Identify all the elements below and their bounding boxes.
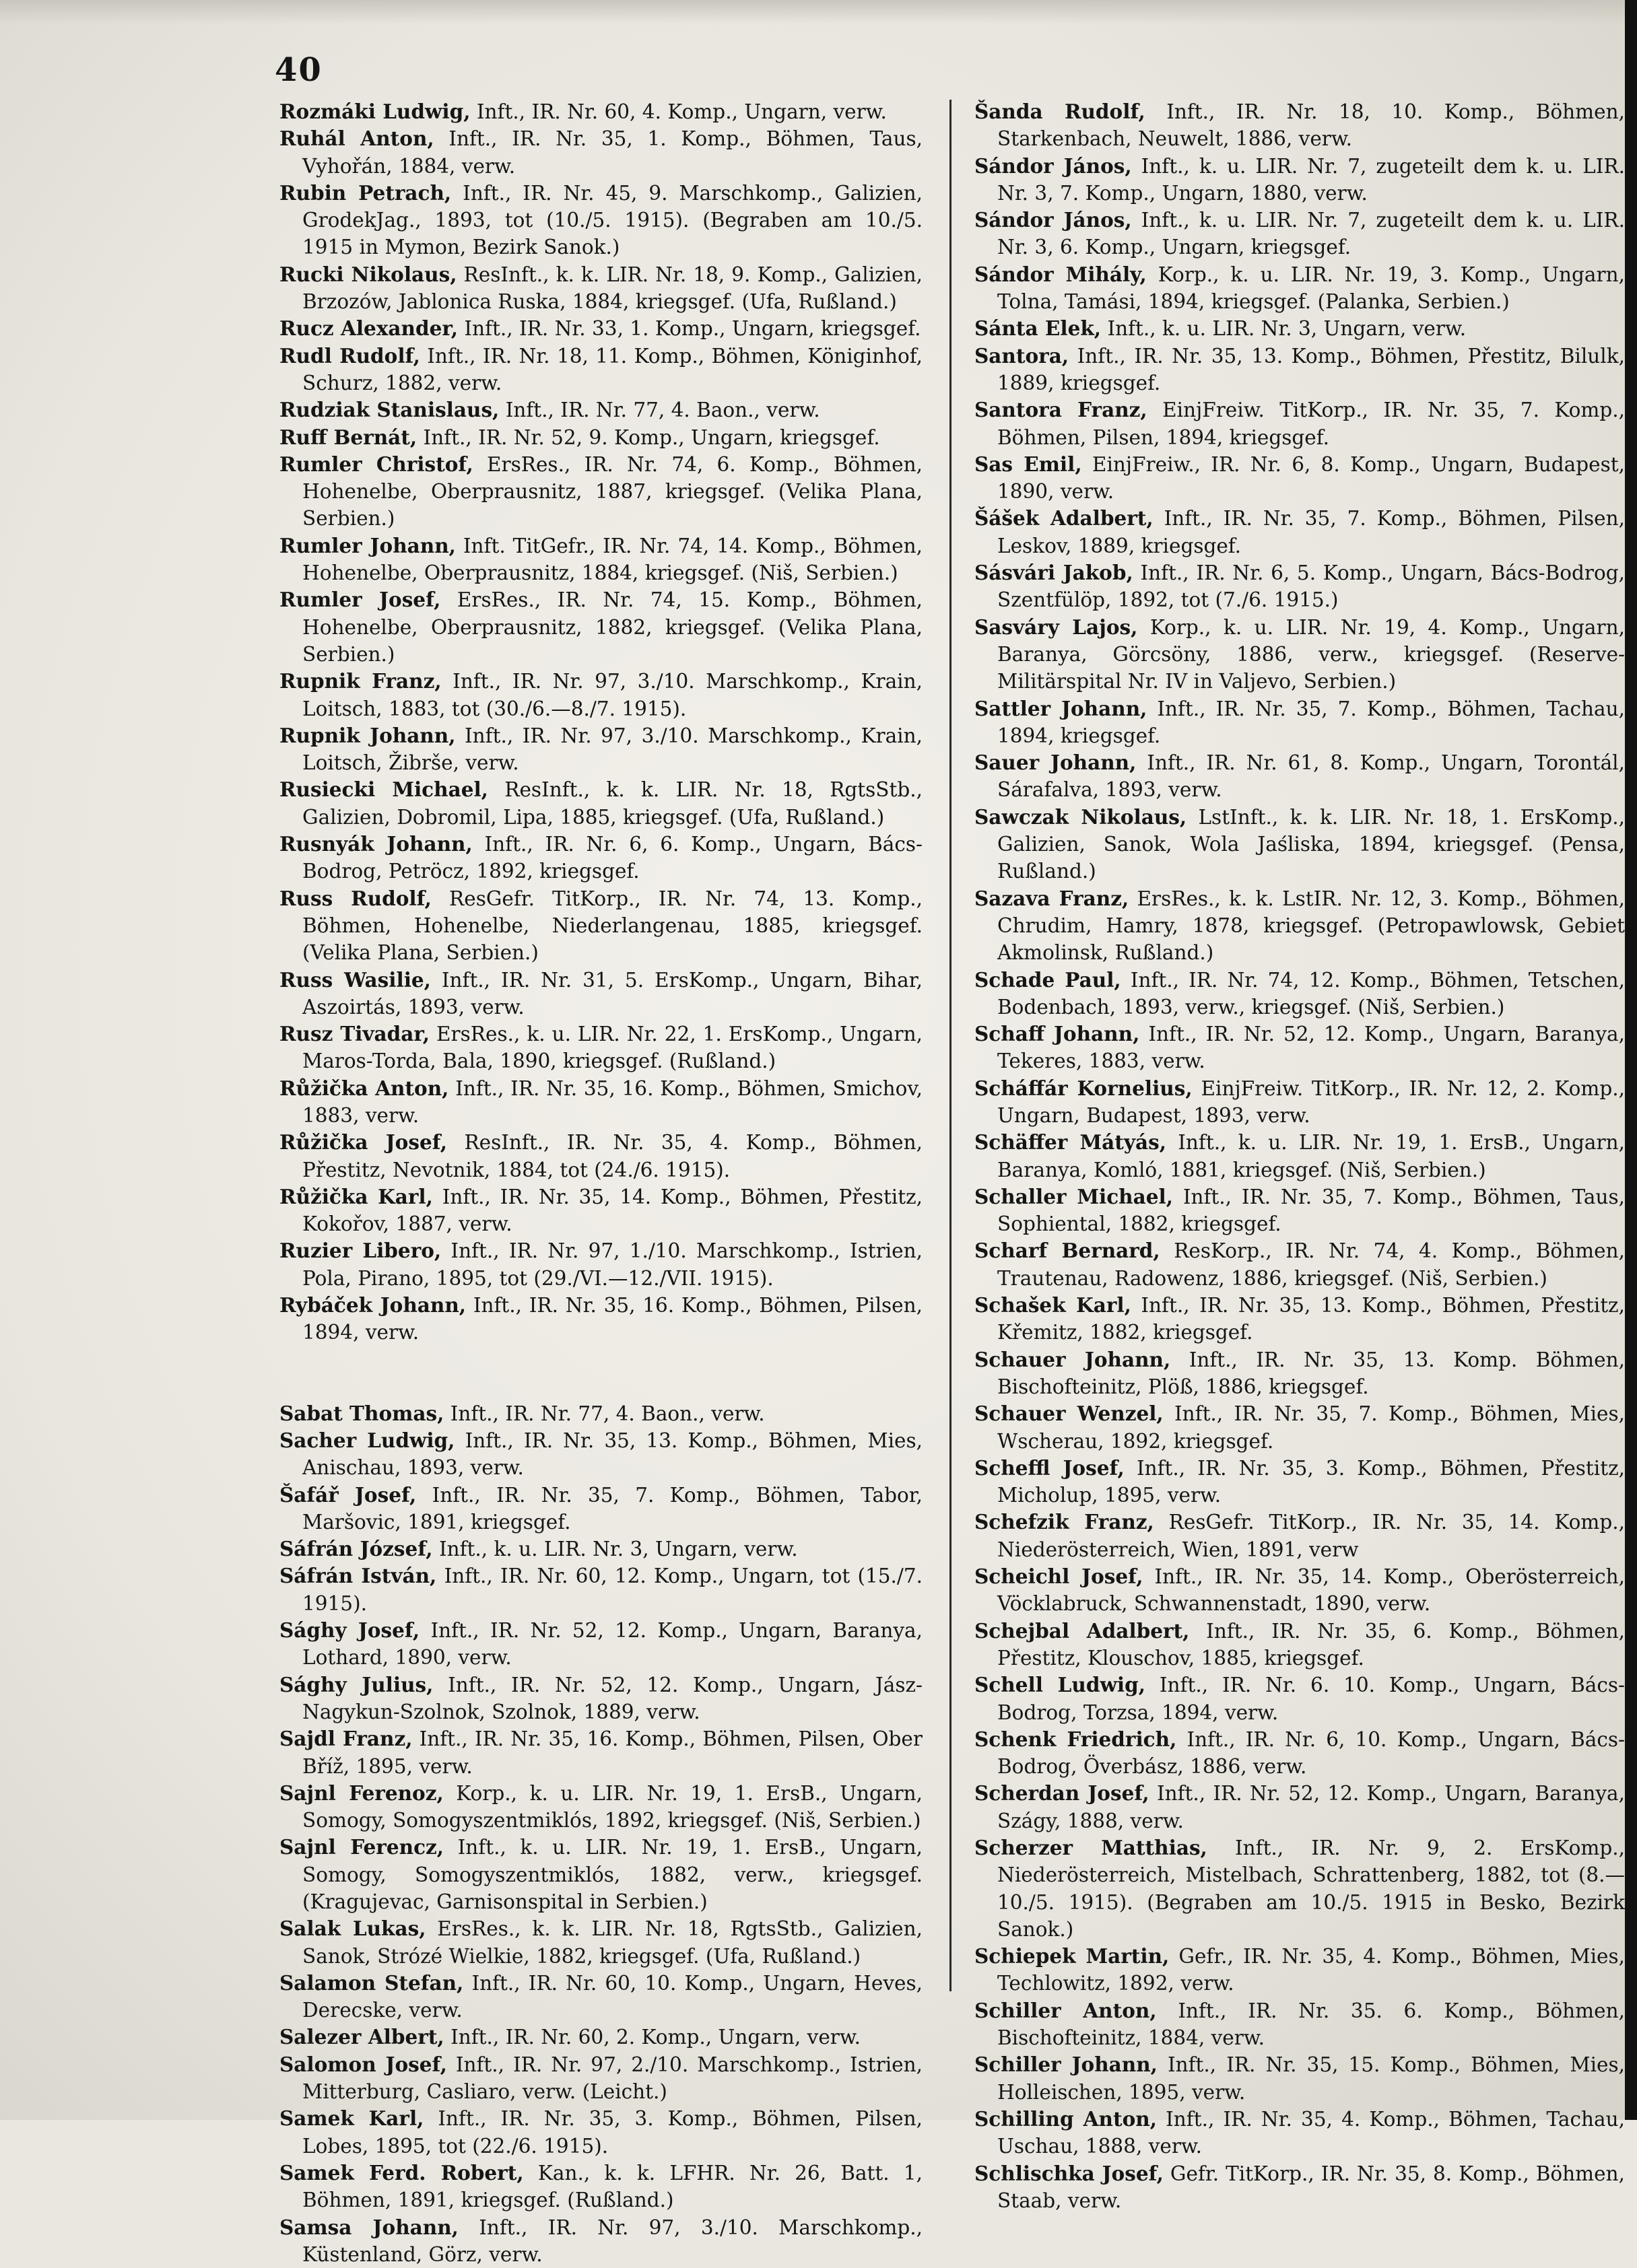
entry-name: Sánta Elek, [974,316,1102,341]
casualty-entry [279,532,923,587]
entry-details: Inft., IR. Nr. 35, 1. Komp., Böhmen, Taus, Vyhořán, 1884, verw. [302,127,923,178]
entry-details: ResInft., IR. Nr. 35, 4. Komp., Böhmen, Přestitz, Nevotnik, 1884, tot (24./6. 1915). [302,1131,923,1181]
casualty-entry [974,1075,1625,1130]
entry-details: Inft., IR. Nr. 35, 14. Komp., Böhmen, Přestitz, Kokořov, 1887, verw. [302,1185,923,1236]
casualty-entry [974,614,1625,695]
entry-name: Sándor Mihály, [974,262,1147,286]
casualty-entry [974,98,1625,153]
casualty-entry [279,1780,923,1834]
entry-details: Gefr., IR. Nr. 35, 4. Komp., Böhmen, Mies, Techlowitz, 1892, verw. [997,1945,1625,1995]
casualty-entry [974,1943,1625,1997]
casualty-entry [279,2160,923,2214]
casualty-entry [974,967,1625,1021]
entry-name: Růžička Josef, [279,1130,448,1155]
entry-details: Inft., IR. Nr. 77, 4. Baon., verw. [505,399,820,422]
entry-details: Inft., IR. Nr. 60, 10. Komp., Ungarn, Heves, Derecske, verw. [302,1971,923,2022]
entry-details: EinjFreiw. TitKorp., IR. Nr. 35, 7. Komp., Böhmen, Pilsen, 1894, kriegsgef. [997,399,1625,449]
entry-details: ResGefr. TitKorp., IR. Nr. 74, 13. Komp., Böhmen, Hohenelbe, Niederlangenau, 1885, kriegsgef. (Velika Plana, Serbien.) [302,887,923,965]
entry-details: Inft., IR. Nr. 35, 6. Komp., Böhmen, Přestitz, Klouschov, 1885, kriegsgef. [997,1619,1625,1670]
entry-name: Rusnyák Johann, [279,832,473,856]
entry-name: Sas Emil, [974,452,1082,476]
entry-name: Santora, [974,343,1069,368]
entry-details: Inft., IR. Nr. 35, 16. Komp., Böhmen, Pilsen, 1894, verw. [302,1294,923,1344]
entry-details: ErsRes., k. k. LIR. Nr. 18, RgtsStb., Galizien, Sanok, Strózé Wielkie, 1882, kriegsgef. (Ufa, Rußland.) [302,1917,923,1968]
entry-details: Inft., IR. Nr. 52, 12. Komp., Ungarn, Baranya, Lothard, 1890, verw. [302,1619,923,1670]
entry-details: Inft., IR. Nr. 35, 13. Komp., Böhmen, Přestitz, Bilulk, 1889, kriegsgef. [997,344,1625,394]
entry-details: Inft., IR. Nr. 52, 12. Komp., Ungarn, Baranya, Tekeres, 1883, verw. [997,1023,1625,1073]
entry-name: Schlischka Josef, [974,2161,1164,2185]
casualty-entry [974,1618,1625,1672]
entry-name: Sásvári Jakob, [974,561,1133,585]
casualty-entry [974,1455,1625,1509]
entry-details: Inft., IR. Nr. 35, 7. Komp., Böhmen, Tachau, 1894, kriegsgef. [997,697,1625,747]
entry-name: Sáfrán István, [279,1564,437,1588]
entry-details: Inft., IR. Nr. 6, 6. Komp., Ungarn, Bács-Bodrog, Petröcz, 1892, kriegsgef. [302,833,923,883]
entry-name: Schejbal Adalbert, [974,1618,1190,1643]
entry-name: Salomon Josef, [279,2052,447,2076]
casualty-entry [974,2051,1625,2106]
entry-name: Scherzer Matthias, [974,1836,1207,1859]
casualty-entry [279,1834,923,1915]
entry-name: Russ Wasilie, [279,967,431,992]
entry-details: Inft., IR. Nr. 35, 13. Komp., Böhmen, Přestitz, Křemitz, 1882, kriegsgef. [997,1294,1625,1344]
entry-details: Inft. TitGefr., IR. Nr. 74, 14. Komp., Böhmen, Hohenelbe, Oberprausnitz, 1884, kriegsgef. (Niš, Serbien.) [302,534,923,585]
entry-name: Schaller Michael, [974,1184,1173,1208]
entry-details: ResGefr. TitKorp., IR. Nr. 35, 14. Komp., Niederösterreich, Wien, 1891, verw [997,1511,1625,1561]
casualty-entry [279,1075,923,1130]
entry-name: Rupnik Johann, [279,723,456,747]
column-divider [949,100,951,1991]
entry-name: Rucki Nikolaus, [279,262,457,286]
casualty-entry [974,2106,1625,2160]
entry-name: Rucz Alexander, [279,316,459,341]
casualty-entry [279,2105,923,2160]
entry-name: Santora Franz, [974,398,1147,422]
entry-details: Inft., k. u. LIR. Nr. 3, Ungarn, verw. [438,1538,798,1561]
entry-name: Sasváry Lajos, [974,615,1138,639]
entry-details: Inft., IR. Nr. 97, 1./10. Marschkomp., Istrien, Pola, Pirano, 1895, tot (29./VI.—12./VII. 1915). [302,1239,923,1290]
entry-name: Rusiecki Michael, [279,778,488,802]
casualty-entry [279,2214,923,2268]
entry-name: Sacher Ludwig, [279,1428,455,1452]
entry-details: Inft., IR. Nr. 45, 9. Marschkomp., Galizien, GrodekJag., 1893, tot (10./5. 1915). (Begraben am 10./5. 1915 in Mymon, Bezirk Sanok.) [302,181,923,259]
entry-details: Inft., IR. Nr. 35, 3. Komp., Böhmen, Pilsen, Lobes, 1895, tot (22./6. 1915). [302,2107,923,2158]
entry-details: Inft., IR. Nr. 52, 12. Komp., Ungarn, Baranya, Szágy, 1888, verw. [997,1782,1625,1832]
casualty-entry [279,1617,923,1672]
scan-edge-dark [1625,0,1637,2120]
casualty-entry [279,1292,923,1346]
entry-name: Rudl Rudolf, [279,343,420,368]
casualty-entry [974,505,1625,559]
entry-details: Inft., IR. Nr. 97, 3./10. Marschkomp., Krain, Loitsch, Žibrše, verw. [302,724,923,775]
casualty-entry [279,1970,923,2024]
entry-details: EinjFreiw. TitKorp., IR. Nr. 12, 2. Komp., Ungarn, Budapest, 1893, verw. [997,1076,1625,1127]
casualty-entry [279,668,923,722]
entry-details: Inft., k. u. LIR. Nr. 7, zugeteilt dem k. u. LIR. Nr. 3, 7. Komp., Ungarn, 1880, verw. [997,154,1625,205]
casualty-entry [974,1292,1625,1346]
entry-details: Inft., IR. Nr. 60, 12. Komp., Ungarn, tot (15./7. 1915). [302,1565,923,1615]
entry-name: Sattler Johann, [974,696,1147,720]
entry-name: Scharf Bernard, [974,1239,1160,1263]
casualty-entry [974,261,1625,316]
entry-details: Inft., IR. Nr. 35, 4. Komp., Böhmen, Tachau, Uschau, 1888, verw. [997,2107,1625,2158]
casualty-entry [279,1237,923,1292]
entry-name: Šanda Rudolf, [974,100,1145,123]
entry-name: Schaff Johann, [974,1022,1140,1046]
casualty-entry [279,722,923,777]
entry-details: Inft., IR. Nr. 77, 4. Baon., verw. [450,1402,765,1425]
entry-name: Rumler Christof, [279,452,473,476]
entry-name: Scháffár Kornelius, [974,1076,1193,1100]
casualty-entry [279,261,923,316]
casualty-entry [279,451,923,532]
entry-name: Sajdl Franz, [279,1727,413,1751]
entry-name: Schade Paul, [974,967,1121,992]
entry-details: Inft., IR. Nr. 97, 2./10. Marschkomp., Istrien, Mitterburg, Casliaro, verw. (Leicht.) [302,2053,923,2104]
entry-name: Schenk Friedrich, [974,1727,1177,1751]
casualty-entry [279,1400,923,1427]
entry-name: Sawczak Nikolaus, [974,804,1187,829]
casualty-entry [974,1780,1625,1834]
entry-name: Růžička Karl, [279,1184,433,1208]
entry-details: Inft., IR. Nr. 97, 3./10. Marschkomp., Krain, Loitsch, 1883, tot (30./6.—8./7. 1915). [302,670,923,720]
entry-name: Sándor János, [974,208,1132,232]
casualty-entry [279,1672,923,1726]
entry-details: LstInft., k. k. LIR. Nr. 18, 1. ErsKomp., Galizien, Sanok, Wola Jaśliska, 1894, kriegsgef. (Pensa, Rußland.) [997,805,1625,883]
casualty-entry [974,153,1625,207]
entry-details: Inft., IR. Nr. 33, 1. Komp., Ungarn, kriegsgef. [464,317,921,341]
entry-details: Inft., IR. Nr. 35, 16. Komp., Böhmen, Pilsen, Ober Bříž, 1895, verw. [302,1727,923,1778]
entry-name: Scherdan Josef, [974,1781,1149,1806]
casualty-entry [279,2024,923,2051]
entry-name: Russ Rudolf, [279,886,432,910]
casualty-entry [974,1509,1625,1563]
entry-name: Schiepek Martin, [974,1944,1170,1968]
entry-details: Kan., k. k. LFHR. Nr. 26, Batt. 1, Böhmen, 1891, kriegsgef. (Rußland.) [302,2161,923,2212]
casualty-entry [279,1482,923,1536]
casualty-entry [974,2160,1625,2215]
entry-name: Samsa Johann, [279,2215,459,2239]
entry-name: Ruff Bernát, [279,425,417,449]
page-number: 40 [275,51,323,89]
casualty-entry [279,98,923,125]
entry-name: Schauer Johann, [974,1347,1171,1371]
entry-name: Sághy Julius, [279,1672,434,1696]
right-column [974,98,1625,2214]
entry-details: Inft., k. u. LIR. Nr. 3, Ungarn, verw. [1107,317,1467,341]
entry-details: ErsRes., k. k. LstIR. Nr. 12, 3. Komp., Böhmen, Chrudim, Hamry, 1878, kriegsgef. (Petropawlowsk, Gebiet Akmolinsk, Rußland.) [997,887,1625,965]
entry-details: Korp., k. u. LIR. Nr. 19, 1. ErsB., Ungarn, Somogy, Somogyszentmiklós, 1892, kriegsgef. (Niš, Serbien.) [302,1781,923,1832]
entry-name: Rumler Josef, [279,588,441,612]
entry-details: Inft., IR. Nr. 35, 7. Komp., Böhmen, Mies, Wscherau, 1892, kriegsgef. [997,1402,1625,1453]
entry-name: Schefzik Franz, [974,1510,1154,1534]
casualty-entry [974,397,1625,451]
casualty-entry [279,1427,923,1482]
casualty-entry [279,586,923,668]
entry-name: Šášek Adalbert, [974,506,1154,530]
entry-name: Schell Ludwig, [974,1673,1145,1697]
entry-details: Inft., IR. Nr. 31, 5. ErsKomp., Ungarn, Bihar, Aszoirtás, 1893, verw. [302,968,923,1019]
entry-details: Inft., k. u. LIR. Nr. 19, 1. ErsB., Ungarn, Somogy, Somogyszentmiklós, 1882, verw., kriegsgef. (Kragujevac, Garnisonspital in Serbien.) [302,1836,923,1913]
entry-name: Rumler Johann, [279,533,456,557]
entry-name: Rybáček Johann, [279,1293,467,1317]
entry-details: ErsRes., IR. Nr. 74, 15. Komp., Böhmen, Hohenelbe, Oberprausnitz, 1882, kriegsgef. (Velika Plana, Serbien.) [302,588,923,666]
entry-details: Inft., IR. Nr. 35. 6. Komp., Böhmen, Bischofteinitz, 1884, verw. [997,1999,1625,2050]
casualty-entry [279,1129,923,1183]
entry-name: Schašek Karl, [974,1293,1131,1317]
entry-details: Inft., IR. Nr. 6, 10. Komp., Ungarn, Bács-Bodrog, Överbász, 1886, verw. [997,1727,1625,1779]
left-column [279,98,923,2268]
casualty-entry [974,1183,1625,1238]
entry-details: Inft., IR. Nr. 9, 2. ErsKomp., Niederösterreich, Mistelbach, Schrattenberg, 1882, tot (8.—10./5. 1915). (Begraben am 10./5. 1915 in Besko, Bezirk Sanok.) [997,1836,1625,1941]
entry-name: Sazava Franz, [974,886,1129,910]
entry-name: Sabat Thomas, [279,1401,444,1425]
entry-name: Ruzier Libero, [279,1239,442,1263]
entry-name: Sáfrán József, [279,1537,433,1561]
casualty-entry [974,1400,1625,1455]
entry-details: Inft., IR. Nr. 35, 7. Komp., Böhmen, Taus, Sophiental, 1882, kriegsgef. [997,1185,1625,1236]
entry-details: Inft., IR. Nr. 18, 10. Komp., Böhmen, Starkenbach, Neuwelt, 1886, verw. [997,100,1625,151]
casualty-entry [974,1672,1625,1726]
entry-name: Schauer Wenzel, [974,1402,1164,1426]
casualty-entry [974,695,1625,750]
casualty-entry [279,831,923,885]
casualty-entry [974,559,1625,614]
entry-details: Inft., IR. Nr. 74, 12. Komp., Böhmen, Tetschen, Bodenbach, 1893, verw., kriegsgef. (Niš, Serbien.) [997,968,1625,1019]
entry-name: Sajnl Ferencz, [279,1835,444,1859]
section-gap [279,1346,923,1400]
casualty-entry [279,2051,923,2106]
entry-name: Salak Lukas, [279,1917,426,1941]
entry-details: ResInft., k. k. LIR. Nr. 18, 9. Komp., Galizien, Brzozów, Jablonica Ruska, 1884, kriegsgef. (Ufa, Rußland.) [302,263,923,314]
entry-details: Inft., IR. Nr. 52, 12. Komp., Ungarn, Jász-Nagykun-Szolnok, Szolnok, 1889, verw. [302,1673,923,1723]
entry-details: Inft., k. u. LIR. Nr. 19, 1. ErsB., Ungarn, Baranya, Komló, 1881, kriegsgef. (Niš, Serbien.) [997,1131,1625,1181]
entry-details: Inft., IR. Nr. 60, 4. Komp., Ungarn, verw. [476,100,887,123]
casualty-entry [974,1834,1625,1943]
casualty-entry [974,207,1625,261]
entry-details: Inft., IR. Nr. 35, 13. Komp. Böhmen, Bischofteinitz, Plöß, 1886, kriegsgef. [997,1348,1625,1398]
entry-name: Scheffl Josef, [974,1455,1125,1480]
casualty-entry [974,343,1625,397]
casualty-entry [974,804,1625,885]
casualty-entry [279,424,923,451]
entry-details: ResInft., k. k. LIR. Nr. 18, RgtsStb., Galizien, Dobromil, Lipa, 1885, kriegsgef. (Ufa, Rußland.) [302,778,923,829]
entry-details: Inft., IR. Nr. 60, 2. Komp., Ungarn, verw. [450,2026,861,2049]
entry-name: Ruhál Anton, [279,127,434,151]
casualty-entry [279,1183,923,1238]
entry-details: Gefr. TitKorp., IR. Nr. 35, 8. Komp., Böhmen, Staab, verw. [997,2162,1625,2212]
casualty-entry [279,967,923,1021]
casualty-entry [974,1726,1625,1781]
entry-name: Sághy Josef, [279,1618,420,1643]
entry-details: ErsRes., k. u. LIR. Nr. 22, 1. ErsKomp., Ungarn, Maros-Torda, Bala, 1890, kriegsgef. (Rußland.) [302,1023,923,1073]
entry-name: Rupnik Franz, [279,669,442,693]
casualty-entry [974,885,1625,967]
entry-details: ResKorp., IR. Nr. 74, 4. Komp., Böhmen, Trautenau, Radowenz, 1886, kriegsgef. (Niš, Serbien.) [997,1239,1625,1290]
entry-details: Inft., IR. Nr. 35, 3. Komp., Böhmen, Přestitz, Micholup, 1895, verw. [997,1456,1625,1507]
entry-name: Samek Karl, [279,2106,424,2131]
entry-name: Salamon Stefan, [279,1970,464,1995]
entry-name: Rudziak Stanislaus, [279,398,500,422]
entry-name: Schäffer Mátyás, [974,1130,1167,1155]
casualty-entry [279,315,923,342]
entry-details: EinjFreiw., IR. Nr. 6, 8. Komp., Ungarn, Budapest, 1890, verw. [997,452,1625,504]
casualty-entry [974,1129,1625,1183]
casualty-entry [279,1915,923,1970]
entry-name: Rozmáki Ludwig, [279,100,471,123]
entry-details: Inft., IR. Nr. 35, 16. Komp., Böhmen, Smichov, 1883, verw. [302,1076,923,1127]
casualty-entry [974,1563,1625,1618]
entry-name: Sándor János, [974,153,1132,178]
entry-name: Sajnl Ferenoz, [279,1781,444,1805]
entry-details: Korp., k. u. LIR. Nr. 19, 4. Komp., Ungarn, Baranya, Görcsöny, 1886, verw., kriegsgef. (Reserve-Militärspital Nr. IV in Valjevo, Serbien.) [997,615,1625,693]
casualty-entry [279,343,923,397]
casualty-entry [279,776,923,831]
casualty-entry [974,1997,1625,2052]
entry-name: Rusz Tivadar, [279,1022,430,1046]
page-shadow-top [0,0,1637,24]
casualty-entry [974,1021,1625,1075]
entry-details: Inft., IR. Nr. 35, 15. Komp., Böhmen, Mies, Holleischen, 1895, verw. [997,2053,1625,2104]
casualty-entry [279,180,923,261]
entry-details: Inft., k. u. LIR. Nr. 7, zugeteilt dem k. u. LIR. Nr. 3, 6. Komp., Ungarn, kriegsgef. [997,209,1625,259]
entry-details: Inft., IR. Nr. 18, 11. Komp., Böhmen, Königinhof, Schurz, 1882, verw. [302,344,923,394]
entry-name: Salezer Albert, [279,2025,444,2049]
casualty-entry [279,1021,923,1075]
entry-details: Inft., IR. Nr. 35, 7. Komp., Böhmen, Tabor, Maršovic, 1891, kriegsgef. [302,1483,923,1534]
casualty-entry [279,397,923,423]
entry-name: Sauer Johann, [974,751,1137,775]
entry-name: Schiller Anton, [974,1998,1157,2022]
casualty-entry [279,125,923,180]
entry-name: Růžička Anton, [279,1076,449,1100]
entry-details: ErsRes., IR. Nr. 74, 6. Komp., Böhmen, Hohenelbe, Oberprausnitz, 1887, kriegsgef. (Velika Plana, Serbien.) [302,452,923,530]
entry-name: Scheichl Josef, [974,1565,1143,1589]
casualty-entry [974,1237,1625,1292]
entry-details: Inft., IR. Nr. 35, 14. Komp., Oberösterreich, Vöcklabruck, Schwannenstadt, 1890, verw. [997,1565,1625,1616]
entry-details: Inft., IR. Nr. 61, 8. Komp., Ungarn, Torontál, Sárafalva, 1893, verw. [997,751,1625,802]
entry-name: Šafář Josef, [279,1482,417,1507]
casualty-entry [279,1725,923,1780]
casualty-entry [974,1346,1625,1401]
entry-details: Inft., IR. Nr. 35, 7. Komp., Böhmen, Pilsen, Leskov, 1889, kriegsgef. [997,507,1625,557]
entry-name: Schilling Anton, [974,2106,1158,2131]
entry-details: Inft., IR. Nr. 6. 10. Komp., Ungarn, Bács-Bodrog, Torzsa, 1894, verw. [997,1674,1625,1724]
entry-details: Inft., IR. Nr. 52, 9. Komp., Ungarn, kriegsgef. [423,425,880,449]
entry-name: Rubin Petrach, [279,180,452,205]
entry-details: Korp., k. u. LIR. Nr. 19, 3. Komp., Ungarn, Tolna, Tamási, 1894, kriegsgef. (Palanka, Serbien.) [997,263,1625,314]
entry-details: Inft., IR. Nr. 97, 3./10. Marschkomp., Küstenland, Görz, verw. [302,2215,923,2266]
casualty-entry [279,1562,923,1617]
entry-details: Inft., IR. Nr. 35, 13. Komp., Böhmen, Mies, Anischau, 1893, verw. [302,1429,923,1480]
casualty-entry [279,885,923,967]
entry-name: Schiller Johann, [974,2053,1158,2077]
casualty-entry [974,315,1625,342]
casualty-entry [974,451,1625,506]
casualty-entry [279,1536,923,1562]
entry-details: Inft., IR. Nr. 6, 5. Komp., Ungarn, Bács-Bodrog, Szentfülöp, 1892, tot (7./6. 1915.) [997,561,1625,612]
casualty-entry [974,749,1625,804]
entry-name: Samek Ferd. Robert, [279,2160,524,2185]
